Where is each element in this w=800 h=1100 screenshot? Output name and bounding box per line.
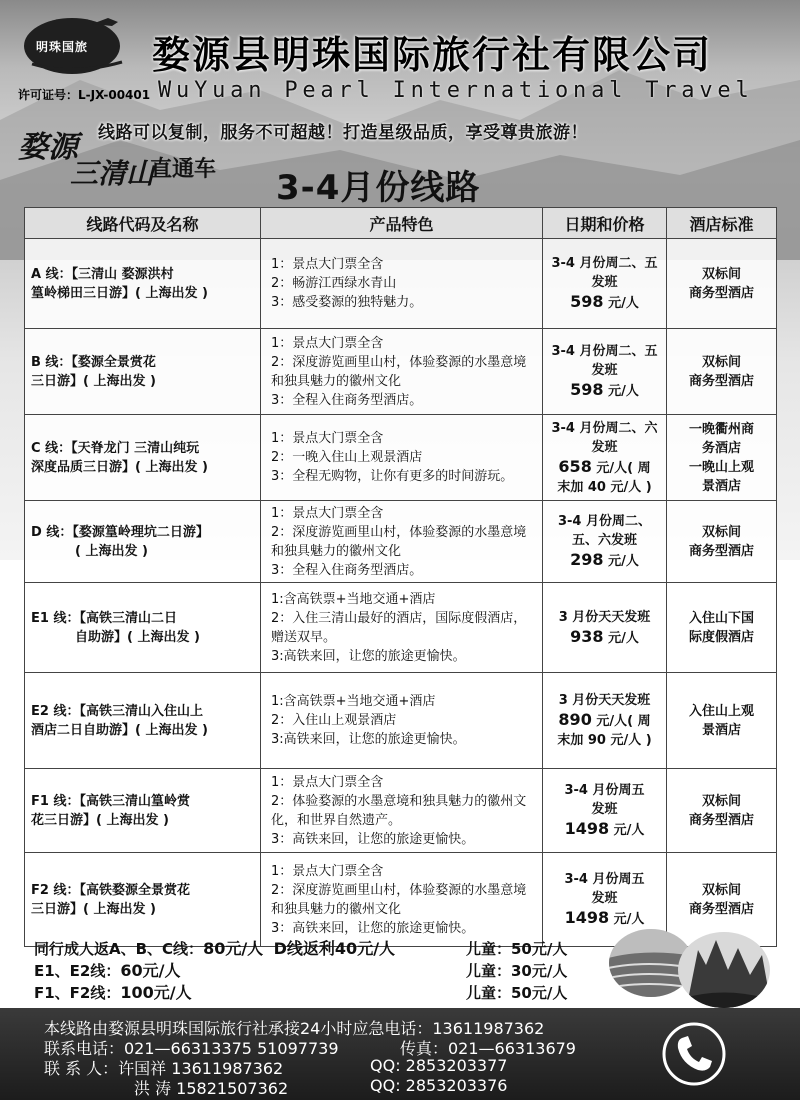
route-features [261, 501, 543, 583]
fax-number: 传真：021—66313679 [400, 1039, 576, 1058]
route-name-line: B 线：【婺源全景赏花 [31, 354, 156, 370]
table-row [25, 583, 777, 673]
feature-item: 1：景点大门票全含 [271, 774, 384, 790]
feature-item: 3:高铁来回，让您的旅途更愉快。 [271, 648, 466, 664]
price-amount: 1498 [564, 819, 610, 838]
route-hotel [667, 583, 777, 673]
price-unit: 元/人 [608, 554, 639, 569]
rebate-f-value: 100元/人 [120, 983, 192, 1002]
schedule-line: 3-4 月份周五 [564, 783, 645, 798]
feature-item: 3：全程无购物，让你有更多的时间游玩。 [271, 469, 514, 484]
banner-express: 直通车 [150, 156, 217, 182]
weekend-surcharge: 末加 90 元/人 ) [557, 733, 652, 748]
route-date-price [543, 329, 667, 415]
route-name-line: E2 线：【高铁三清山入住山上 [31, 703, 203, 719]
feature-item: 2：深度游览画里山村，体验婺源的水墨意境和独具魅力的徽州文化 [271, 354, 527, 389]
feature-item: 3:高铁来回，让您的旅途更愉快。 [271, 732, 466, 747]
hotel-line: 双标间 [701, 354, 741, 370]
route-name-line: 三日游】( 上海出发 ) [31, 901, 156, 917]
route-date-price [543, 673, 667, 769]
telephone-icon [660, 1020, 728, 1088]
route-name [25, 239, 261, 329]
feature-item: 3：高铁来回，让您的旅途更愉快。 [271, 831, 475, 847]
route-date-price [543, 501, 667, 583]
route-date-price [543, 769, 667, 853]
route-date-price [543, 583, 667, 673]
route-name-line: 深度品质三日游】( 上海出发 ) [31, 459, 208, 475]
price-unit: 元/人( 周 [596, 714, 651, 729]
feature-item: 3：全程入住商务型酒店。 [271, 562, 423, 578]
price-unit: 元/人( 周 [596, 460, 651, 476]
route-hotel [667, 239, 777, 329]
feature-item: 1：景点大门票全含 [271, 863, 384, 879]
feature-item: 3：高铁来回，让您的旅途更愉快。 [271, 920, 475, 936]
route-hotel [667, 501, 777, 583]
feature-item: 2：一晚入住山上观景酒店 [271, 450, 423, 465]
header-date-price: 日期和价格 [543, 208, 667, 239]
emergency-hotline: 本线路由婺源县明珠国际旅行社承接24小时应急电话：13611987362 [44, 1019, 545, 1038]
route-name-line: 篁岭梯田三日游】( 上海出发 ) [31, 285, 208, 301]
hotel-line: 景酒店 [701, 722, 741, 738]
route-hotel [667, 673, 777, 769]
hotel-line: 商务型酒店 [688, 812, 754, 828]
route-name-line: 酒店二日自助游】( 上海出发 ) [31, 722, 208, 738]
route-hotel [667, 415, 777, 501]
qq-1: QQ: 2853203377 [370, 1056, 508, 1075]
table-header-row [25, 208, 777, 239]
schedule-line: 发班 [591, 891, 618, 906]
route-features [261, 673, 543, 769]
table-row [25, 415, 777, 501]
schedule-line: 3 月份天天发班 [558, 609, 651, 625]
routes-body [25, 239, 777, 947]
feature-item: 2：体验婺源的水墨意境和独具魅力的徽州文化，和世界自然遗产。 [271, 793, 527, 828]
feature-item: 2：深度游览画里山村，体验婺源的水墨意境和独具魅力的徽州文化 [271, 524, 527, 559]
hotel-line: 入住山上观 [688, 703, 754, 719]
schedule-line: 发班 [591, 363, 618, 378]
route-name-line: 花三日游】( 上海出发 ) [31, 812, 169, 828]
contact-person-2: 洪 涛 15821507362 [134, 1079, 289, 1098]
hotel-line: 双标间 [701, 793, 741, 809]
rebate-e-label: E1、E2线： [34, 962, 121, 980]
price-unit: 元/人 [608, 630, 639, 646]
hotel-line: 双标间 [701, 266, 741, 282]
route-hotel [667, 329, 777, 415]
schedule-line: 发班 [591, 802, 618, 817]
price-amount: 658 [558, 456, 592, 476]
hotel-line: 商务型酒店 [688, 901, 754, 917]
route-name-line: D 线：【婺源篁岭理坑二日游】 [31, 524, 209, 540]
route-name [25, 501, 261, 583]
route-name-line: C 线：【天脊龙门 三清山纯玩 [31, 440, 200, 456]
hotel-line: 际度假酒店 [688, 629, 754, 645]
contact-phone: 联系电话：021—66313375 51097739 [44, 1039, 339, 1058]
schedule-line: 五、六发班 [571, 533, 637, 548]
company-name: 婺源县明珠国际旅行社有限公司 [152, 33, 713, 77]
hotel-line: 入住山下国 [688, 610, 754, 626]
routes-table [24, 207, 777, 947]
schedule-line: 3-4 月份周二、五 [551, 256, 658, 271]
route-name-line: 三日游】( 上海出发 ) [31, 373, 156, 389]
mountain-photo [676, 930, 772, 1010]
price-unit: 元/人 [608, 296, 639, 311]
price-unit: 元/人 [608, 384, 639, 399]
price-amount: 890 [558, 710, 592, 729]
company-name-english: WuYuan Pearl International Travel [158, 78, 754, 103]
schedule-line: 3-4 月份周二、五 [551, 344, 658, 359]
logo-text: 明珠国旅 [36, 40, 89, 54]
feature-item: 3：全程入住商务型酒店。 [271, 392, 423, 408]
children-prices [466, 938, 567, 1004]
route-name-line: A 线：【三清山 婺源洪村 [31, 266, 174, 282]
table-row [25, 329, 777, 415]
children-price-1: 儿童：50元/人 [466, 940, 568, 958]
price-amount: 598 [570, 380, 604, 399]
route-date-price [543, 239, 667, 329]
children-price-3: 儿童：50元/人 [466, 984, 568, 1002]
slogan: 线路可以复制，服务不可超越！打造星级品质，享受尊贵旅游！ [98, 123, 588, 143]
schedule-line: 3-4 月份周二、 [557, 514, 651, 529]
table-row [25, 673, 777, 769]
route-name [25, 769, 261, 853]
route-name-line: F1 线：【高铁三清山篁岭赏 [31, 793, 190, 809]
feature-item: 2：入住山上观景酒店 [271, 713, 397, 728]
route-features [261, 769, 543, 853]
hotel-line: 一晚衢州商 [688, 421, 754, 437]
rebate-abc-value: 80元/人 [203, 939, 264, 958]
route-features [261, 583, 543, 673]
route-name-line: 自助游】( 上海出发 ) [75, 629, 200, 645]
hotel-line: 商务型酒店 [688, 373, 754, 389]
rebate-abc-label: 同行成人返A、B、C线： [34, 940, 204, 958]
hotel-line: 务酒店 [701, 440, 741, 456]
route-features [261, 853, 543, 947]
feature-item: 1：景点大门票全含 [271, 431, 384, 446]
table-row [25, 501, 777, 583]
route-name-line: ( 上海出发 ) [75, 543, 148, 559]
route-name [25, 673, 261, 769]
hotel-line: 商务型酒店 [688, 285, 754, 301]
feature-item: 1:含高铁票+当地交通+酒店 [271, 591, 436, 607]
header-features: 产品特色 [261, 208, 543, 239]
price-amount: 1498 [564, 908, 610, 927]
rebate-e-value: 60元/人 [120, 961, 181, 980]
children-price-2: 儿童：30元/人 [466, 962, 568, 980]
period-title: 3-4月份线路 [276, 168, 481, 208]
route-name-line: E1 线：【高铁三清山二日 [31, 610, 177, 626]
route-name [25, 415, 261, 501]
route-date-price [543, 415, 667, 501]
banner-wuyuan: 婺源 [18, 130, 78, 165]
feature-item: 1：景点大门票全含 [271, 335, 384, 351]
feature-item: 2：畅游江西绿水青山 [271, 276, 397, 291]
route-features [261, 239, 543, 329]
table-row [25, 239, 777, 329]
route-hotel [667, 769, 777, 853]
hotel-line: 商务型酒店 [688, 543, 754, 559]
route-features [261, 329, 543, 415]
price-amount: 598 [570, 292, 604, 311]
weekend-surcharge: 末加 40 元/人 ) [557, 479, 652, 495]
feature-item: 2：深度游览画里山村，体验婺源的水墨意境和独具魅力的徽州文化 [271, 882, 527, 917]
banner-sanqingshan: 三清山 [70, 157, 155, 190]
header-hotel: 酒店标准 [667, 208, 777, 239]
contact-person-1: 联 系 人：许国祥 13611987362 [44, 1059, 284, 1078]
price-unit: 元/人 [613, 823, 645, 838]
price-amount: 298 [570, 550, 604, 569]
route-name [25, 583, 261, 673]
feature-item: 1:含高铁票+当地交通+酒店 [271, 694, 436, 709]
header-route: 线路代码及名称 [25, 208, 261, 239]
price-unit: 元/人 [613, 912, 645, 927]
hotel-line: 景酒店 [701, 478, 741, 494]
schedule-line: 发班 [591, 439, 618, 455]
rebate-f-label: F1、F2线： [34, 984, 121, 1002]
feature-item: 2：入住三清山最好的酒店，国际度假酒店，赠送双早。 [271, 610, 527, 645]
license-number: 许可证号：L-JX-00401 [18, 88, 151, 102]
table-row [25, 769, 777, 853]
hotel-line: 一晚山上观 [688, 459, 754, 475]
feature-item: 1：景点大门票全含 [271, 257, 384, 272]
schedule-line: 发班 [591, 275, 618, 290]
hotel-line: 双标间 [701, 882, 741, 898]
rebate-d-value: D线返利40元/人 [273, 939, 396, 958]
route-features [261, 415, 543, 501]
route-name-line: F2 线：【高铁婺源全景赏花 [31, 882, 190, 898]
schedule-line: 3-4 月份周二、六 [551, 420, 658, 436]
feature-item: 3：感受婺源的独特魅力。 [271, 295, 423, 310]
schedule-line: 3 月份天天发班 [558, 693, 651, 708]
route-name [25, 853, 261, 947]
route-name [25, 329, 261, 415]
rebate-section [34, 938, 395, 1004]
hotel-line: 双标间 [701, 524, 741, 540]
schedule-line: 3-4 月份周五 [564, 872, 645, 887]
feature-item: 1：景点大门票全含 [271, 505, 384, 521]
qq-2: QQ: 2853203376 [370, 1076, 508, 1095]
price-amount: 938 [570, 626, 604, 646]
